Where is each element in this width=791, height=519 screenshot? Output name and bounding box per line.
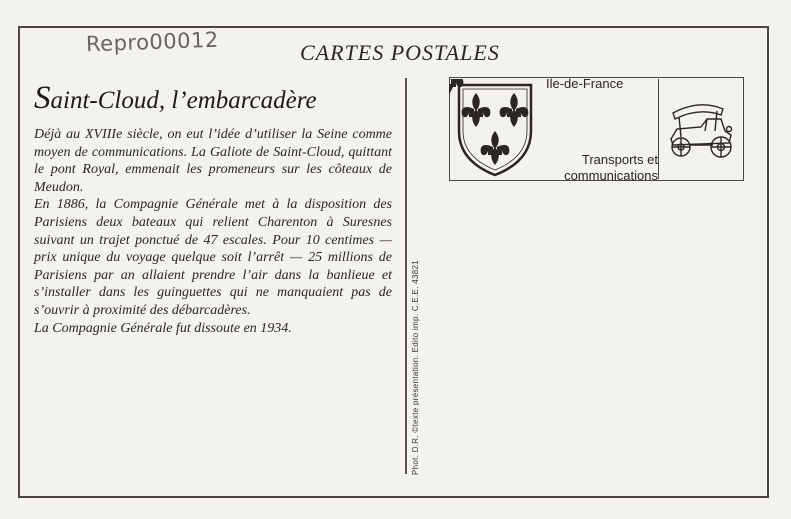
series-label: [548, 152, 658, 184]
region-label: Ile-de-France: [546, 76, 624, 91]
center-divider: [405, 78, 407, 474]
series-label-line1: Transports et: [581, 152, 658, 167]
handwritten-reference: Repro00012: [85, 27, 220, 57]
caption-body: [34, 126, 392, 337]
fleur-de-lis-coat-of-arms-icon: [449, 79, 541, 179]
header-title: CARTES POSTALES: [300, 40, 500, 65]
caption-paragraph: Déjà au XVIIIe siècle, on eut l’idée d’utiliser la Seine comme moyen de communications. La Galiote de Saint-Cloud, quittant le pont Royal, emmenait les promeneurs sur les côteaux de Meudon.: [34, 127, 392, 195]
caption-title-rest: aint-Cloud, l’embarcadère: [50, 87, 317, 114]
series-label-line2: communications: [564, 168, 658, 183]
caption-title-initial: S: [34, 80, 51, 116]
vintage-car-icon: [658, 79, 744, 179]
caption-paragraph: En 1886, la Compagnie Générale met à la disposition des Parisiens deux bateaux qui relient Charenton à Suresnes suivant un trajet ponctué de 47 escales. Pour 10 centimes — prix unique du voyage quelque soit l’arrêt — 25 millions de Parisiens par an allaient prendre l’air dans la banlieue et s’installer dans les guinguettes qui ne manquaient pas de s’ouvrir à proximité des débarcadères.: [34, 197, 392, 318]
caption-title: [34, 80, 317, 117]
caption-paragraph: La Compagnie Générale fut dissoute en 1934.: [34, 320, 292, 336]
credit-line: Phot. D.R. ©texte présentation. Edito imp. C.E.E. 43821: [411, 260, 420, 475]
